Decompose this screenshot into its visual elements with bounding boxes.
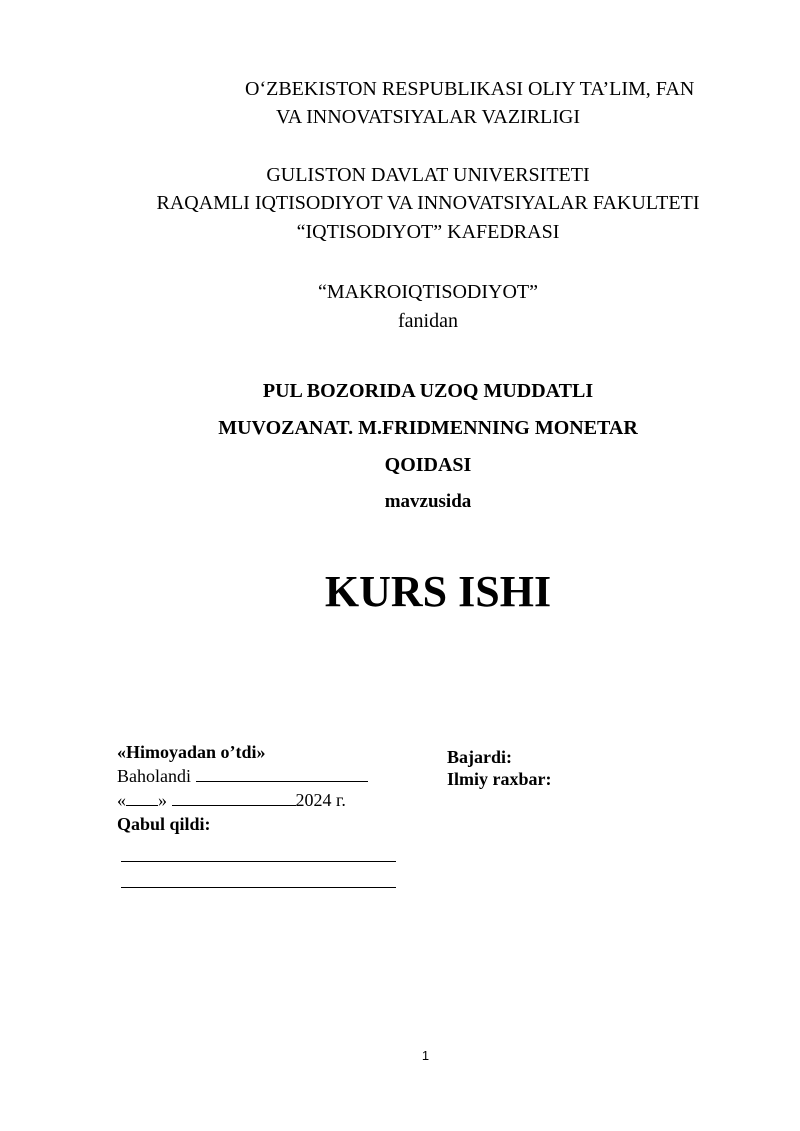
subject-name: “MAKROIQTISODIYOT” — [318, 281, 538, 303]
grade-row — [117, 764, 368, 788]
topic-line-2: MUVOZANAT. M.FRIDMENNING MONETAR — [218, 417, 638, 439]
university-name: GULISTON DAVLAT UNIVERSITETI — [266, 164, 590, 186]
year-label: 2024 г. — [295, 790, 346, 810]
topic-suffix: mavzusida — [384, 491, 472, 512]
date-open-quote: « — [117, 790, 126, 810]
ministry-line-1: O‘ZBEKISTON RESPUBLIKASI OLIY TA’LIM, FAN — [245, 78, 695, 100]
date-row — [117, 788, 368, 812]
month-blank — [172, 789, 296, 806]
faculty-name: RAQAMLI IQTISODIYOT VA INNOVATSIYALAR FAKULTETI — [156, 192, 700, 214]
day-blank — [126, 789, 158, 806]
signature-line-2 — [121, 887, 396, 888]
defense-title: «Himoyadan o’tdi» — [117, 742, 266, 762]
grade-label: Baholandi — [117, 766, 191, 786]
defense-block — [117, 740, 368, 836]
done-label: Bajardi: — [447, 747, 512, 767]
grade-blank — [196, 765, 368, 782]
page-number: 1 — [421, 1048, 430, 1063]
topic-line-1: PUL BOZORIDA UZOQ MUDDATLI — [262, 380, 594, 402]
department-name: “IQTISODIYOT” KAFEDRASI — [296, 221, 560, 243]
date-close-quote: » — [158, 790, 167, 810]
advisor-label: Ilmiy raxbar: — [447, 769, 552, 789]
signature-line-1 — [121, 861, 396, 862]
ministry-line-2: VA INNOVATSIYALAR VAZIRLIGI — [275, 106, 581, 128]
document-type-title: KURS ISHI — [324, 567, 552, 616]
author-block — [447, 746, 551, 790]
subject-suffix: fanidan — [398, 310, 458, 332]
accepted-label: Qabul qildi: — [117, 814, 211, 834]
topic-line-3: QOIDASI — [384, 454, 472, 476]
